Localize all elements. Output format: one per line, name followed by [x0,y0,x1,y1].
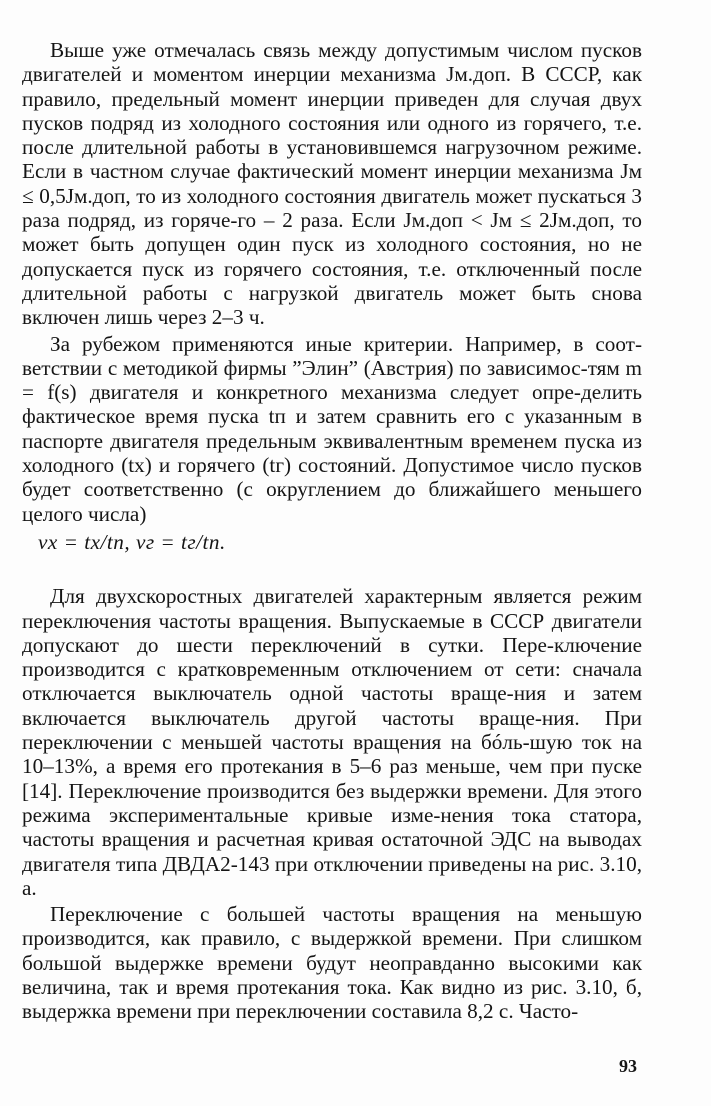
page-number: 93 [619,1056,637,1076]
paragraph-starting-count: Выше уже отмечалась связь между допустимым числом пусков двигателей и моментом инерции механизма Jм.доп. В СССР, как правило, предельный момент инерции приведен для случая двух пусков подряд из холодного состояния или одного из горячего, т.е. после длительной работы в установившемся нагрузочном режиме. Если в частном случае фактический момент инерции механизма Jм ≤ 0,5Jм.доп, то из холодного состояния двигатель может пускаться 3 раза подряд, из горяче-го – 2 раза. Если Jм.доп < Jм ≤ 2Jм.доп, то может быть допущен один пуск из холодного состояния, но не допускается пуск из горячего состояния, т.е. отключенный после длительной работы с нагрузкой двигатель может быть снова включен лишь через 2–3 ч. [22,38,642,330]
paragraph-foreign-criteria: За рубежом применяются иные критерии. Например, в соот-ветствии с методикой фирмы ”Элин” (Австрия) по зависимос-тям m = f(s) двигателя и конкретного механизма следует опре-делить фактическое время пуска tп и затем сравнить его с указанным в паспорте двигателя предельным эквивалентным временем пуска из холодного (tх) и горячего (tг) состояний. Допустимое число пусков будет соответственно (с округлением до ближайшего меньшего целого числа) [22,331,642,526]
paragraph-two-speed-motors: Для двухскоростных двигателей характерным является режим переключения частоты вращения. Выпускаемые в СССР двигатели допускают до шести переключений в сутки. Пере-ключение производится с кратковременным отключением от сети: сначала отключается выключатель одной частоты враще-ния и затем включается выключатель другой частоты враще-ния. При переключении с меньшей частоты вращения на бóль-шую ток на 10–13%, а время его протекания в 5–6 раз меньше, чем при пуске [14]. Переключение производится без выдержки времени. Для этого режима экспериментальные кривые изме-нения тока статора, частоты вращения и расчетная кривая остаточной ЭДС на выводах двигателя типа ДВДА2-143 при отключении приведены на рис. 3.10, а. [22,584,642,900]
body-text [22,38,642,1024]
formula-starts-count: νх = tх/tп, νг = tг/tп. [38,529,226,554]
paragraph-speed-switching: Переключение с большей частоты вращения на меньшую производится, как правило, с выдержкой времени. При слишком большой выдержке времени будут неоправданно высокими как величина, так и время протекания тока. Как видно из рис. 3.10, б, выдержка времени при переключении составила 8,2 с. Часто- [22,902,642,1024]
